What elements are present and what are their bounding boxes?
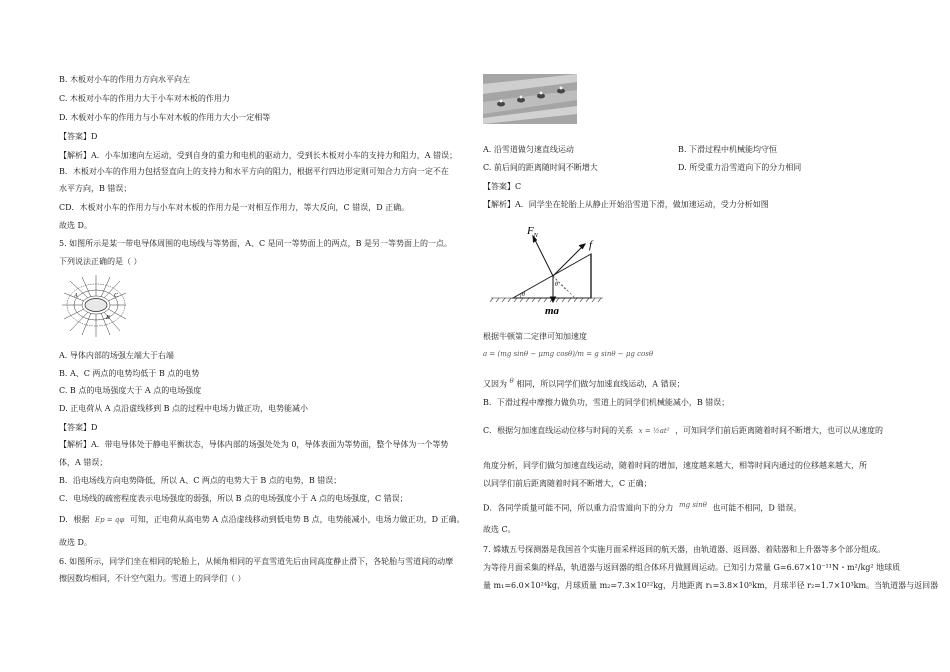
q4-option-b: B. 木板对小车的作用力方向水平向左 [59,75,190,84]
q4-conclusion: 故选 D。 [59,221,92,230]
point-b-label: B [106,315,110,321]
q6-analysis-a2 [483,376,685,390]
q4-analysis-a: 【解析】A．小车加速向左运动，受到自身的重力和电机的驱动力，受到长木板对小车的支持力和阻力，A 错误； [59,151,458,160]
q5-stem-1: 5. 如图所示是某一带电导体周围的电场线与等势面，A、C 是同一等势面上的两点，B 是另一等势面上的一点。 [59,239,453,248]
q6-acceleration-formula: a = (mg sinθ − μmg cosθ)/m = g sinθ − μg cosθ [483,350,654,358]
q7-stem-3: 量 m₁=6.0×10²⁴kg，月球质量 m₂=7.3×10²²kg，月地距离 r₁=3.8×10⁵km，月球半径 r₂=1.7×10³km。当轨道器与返回器 [483,581,939,590]
q6-a2-suffix: 相同，所以同学们做匀加速直线运动，A 错误； [516,379,685,389]
q6-option-c: C. 前后间的距离随时间不断增大 [483,163,598,172]
normal-force-subscript: N [533,233,538,239]
weight-angle-label: θ [555,282,558,288]
q6-stem-2: 擦因数均相同，不计空气阻力。雪道上的同学们（ ） [59,574,246,583]
friction-force-label: f [589,239,593,251]
point-a-label: A [74,293,78,299]
snow-slide-drawing [483,74,577,124]
field-lines-drawing [60,271,128,341]
q5-stem-2: 下列说法正确的是（ ） [59,257,142,266]
q4-option-d: D. 木板对小车的作用力与小车对木板的作用力大小一定相等 [59,113,271,122]
gravity-label: mg [545,305,560,314]
q5-option-c: C. B 点的电场强度大于 A 点的电场强度 [59,386,202,395]
q6-d-prefix: D．各同学质量可能不同，所以重力沿雪道向下的分力 [483,503,674,513]
q4-analysis-b2: 水平方向，B 错误； [59,184,132,193]
q6-analysis-b: B．下滑过程中摩擦力做负功，雪道上的同学们机械能减小，B 错误； [483,398,730,407]
q7-stem-2: 为等待月面采集的样品，轨道器与返回器的组合体环月做圆周运动。已知引力常量 G=6.67×10⁻¹¹N・m²/kg² 地球质 [483,563,901,572]
q5-analysis-a2: 体，A 错误； [59,458,108,467]
force-diagram-drawing [487,214,607,314]
q4-analysis-b1: B．木板对小车的作用力包括竖直向上的支持力和水平方向的阻力，根据平行四边形定则可知合力方向一定不在 [59,167,449,176]
snow-slide-photo [483,74,577,124]
q6-analysis-c3: 以同学们前后距离随着时间不断增大，C 正确； [483,479,652,488]
q6-c1-prefix: C．根据匀加速直线运动位移与时间的关系 [483,426,634,435]
q5-option-b: B. A、C 两点的电势均低于 B 点的电势 [59,369,200,378]
q5-d-formula: Ep = qφ [94,516,125,524]
q5-answer: 【答案】D [59,423,98,432]
q5-analysis-b: B．沿电场线方向电势降低，所以 A、C 两点的电势大于 B 点的电势，B 错误； [59,476,342,485]
q6-option-d: D. 所受重力沿雪道向下的分力相同 [678,163,802,172]
q5-conclusion: 故选 D。 [59,538,92,547]
q6-conclusion: 故选 C。 [483,525,516,534]
q6-newton-text: 根据牛顿第二定律可知加速度 [483,332,587,341]
q6-analysis-c1 [483,425,883,437]
q6-a2-prefix: 又因为 [483,379,507,389]
q6-option-a: A. 沿雪道做匀速直线运动 [483,145,574,154]
q4-option-c: C. 木板对小车的作用力大于小车对木板的作用力 [59,94,230,103]
normal-force-symbol: F [527,225,534,237]
q5-option-d: D. 正电荷从 A 点沿虚线移到 B 点的过程中电场力做正功，电势能减小 [59,404,309,413]
q5-analysis-a1: 【解析】A．带电导体处于静电平衡状态，导体内部的场强处处为 0，导体表面为等势面，整个导体为一个等势 [59,440,449,449]
point-c-label: C [114,293,119,299]
q5-d-prefix: D．根据 [59,515,90,524]
q6-c1-formula: x = ½at² [638,427,670,435]
q6-a2-theta: θ [509,377,514,385]
q6-d-suffix: 也可能不相同，D 错误。 [712,503,802,513]
q4-analysis-cd: CD．木板对小车的作用力与小车对木板的作用力是一对相互作用力，等大反向，C 错误，D 正确。 [59,203,410,212]
q6-d-formula: mg sinθ [678,501,707,509]
q5-option-a: A. 导体内部的场强左端大于右端 [59,351,174,360]
q6-answer: 【答案】C [483,182,522,191]
q6-option-b: B. 下滑过程中机械能均守恒 [678,145,777,154]
q5-d-suffix: 可知，正电荷从高电势 A 点沿虚线移动到低电势 B 点，电势能减小，电场力做正功，D 正确。 [129,515,465,524]
q6-analysis-d [483,500,801,514]
q6-c1-suffix: ，可知同学们前后距离随着时间不断增大，也可以从速度的 [675,426,884,435]
q5-analysis-d [59,514,465,526]
q4-answer: 【答案】D [59,132,98,141]
force-diagram [487,214,607,314]
normal-force-label [526,225,539,239]
q6-stem-1: 6. 如图所示，同学们坐在相同的轮胎上，从倾角相同的平直雪道先后由同高度静止滑下，各轮胎与雪道间的动摩 [59,557,454,566]
electric-field-figure [60,271,128,341]
q7-stem-1: 7. 嫦娥五号探测器是我国首个实施月面采样返回的航天器，由轨道器、返回器、着陆器和上升器等多个部分组成。 [483,545,886,554]
incline-angle-label: θ [522,292,525,298]
q5-analysis-c: C．电场线的疏密程度表示电场强度的弱强，所以 B 点的电场强度小于 A 点的电场强度，C 错误； [59,494,408,503]
q6-analysis-a1: 【解析】A．同学坐在轮胎上从静止开始沿雪道下滑，做加速运动，受力分析如图 [483,200,769,209]
q6-analysis-c2: 角度分析，同学们做匀加速直线运动，随着时间的增加，速度越来越大，相等时间内通过的位移越来越大，所 [483,461,867,470]
